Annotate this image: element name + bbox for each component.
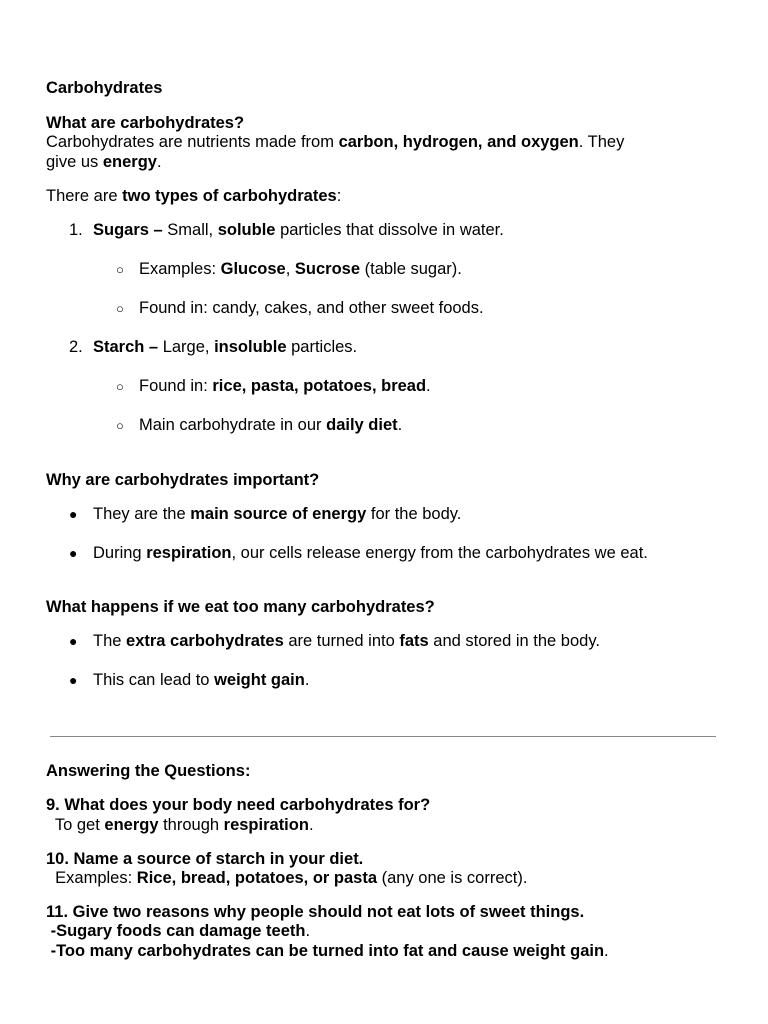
why-heading: Why are carbohydrates important? xyxy=(46,471,320,489)
bullet-icon: ● xyxy=(69,506,78,522)
answer-10: Examples: Rice, bread, potatoes, or pasta (any one is correct). xyxy=(46,869,528,887)
document-title: Carbohydrates xyxy=(46,79,163,97)
question-11: 11. Give two reasons why people should not eat lots of sweet things. xyxy=(46,903,585,921)
too-many-heading: What happens if we eat too many carbohydrates? xyxy=(46,598,435,616)
list-item-text: Sugars – Small, soluble particles that dissolve in water. xyxy=(93,221,504,239)
circle-bullet-icon: ○ xyxy=(116,379,124,394)
what-line-2: give us energy. xyxy=(46,153,162,171)
what-line-1: Carbohydrates are nutrients made from carbon, hydrogen, and oxygen. They xyxy=(46,133,625,151)
sub-item-text: Examples: Glucose, Sucrose (table sugar). xyxy=(139,260,462,278)
answer-11-reason-2: -Too many carbohydrates can be turned into fat and cause weight gain. xyxy=(46,942,609,960)
bullet-text: This can lead to weight gain. xyxy=(93,671,310,689)
bullet-text: The extra carbohydrates are turned into fats and stored in the body. xyxy=(93,632,600,650)
list-number: 2. xyxy=(69,338,83,356)
types-intro: There are two types of carbohydrates: xyxy=(46,187,342,205)
horizontal-divider xyxy=(50,736,716,737)
sub-item-text: Main carbohydrate in our daily diet. xyxy=(139,416,403,434)
bullet-icon: ● xyxy=(69,545,78,561)
bullet-icon: ● xyxy=(69,633,78,649)
circle-bullet-icon: ○ xyxy=(116,418,124,433)
bullet-text: They are the main source of energy for the body. xyxy=(93,505,462,523)
bullet-text: During respiration, our cells release energy from the carbohydrates we eat. xyxy=(93,544,648,562)
bullet-icon: ● xyxy=(69,672,78,688)
answer-11-reason-1: -Sugary foods can damage teeth. xyxy=(46,922,311,940)
list-item-text: Starch – Large, insoluble particles. xyxy=(93,338,358,356)
list-number: 1. xyxy=(69,221,83,239)
question-9: 9. What does your body need carbohydrates for? xyxy=(46,796,431,814)
answers-heading: Answering the Questions: xyxy=(46,762,251,780)
answer-9: To get energy through respiration. xyxy=(46,816,314,834)
sub-item-text: Found in: rice, pasta, potatoes, bread. xyxy=(139,377,431,395)
question-10: 10. Name a source of starch in your diet. xyxy=(46,850,364,868)
circle-bullet-icon: ○ xyxy=(116,262,124,277)
what-heading: What are carbohydrates? xyxy=(46,114,245,132)
circle-bullet-icon: ○ xyxy=(116,301,124,316)
sub-item-text: Found in: candy, cakes, and other sweet foods. xyxy=(139,299,484,317)
